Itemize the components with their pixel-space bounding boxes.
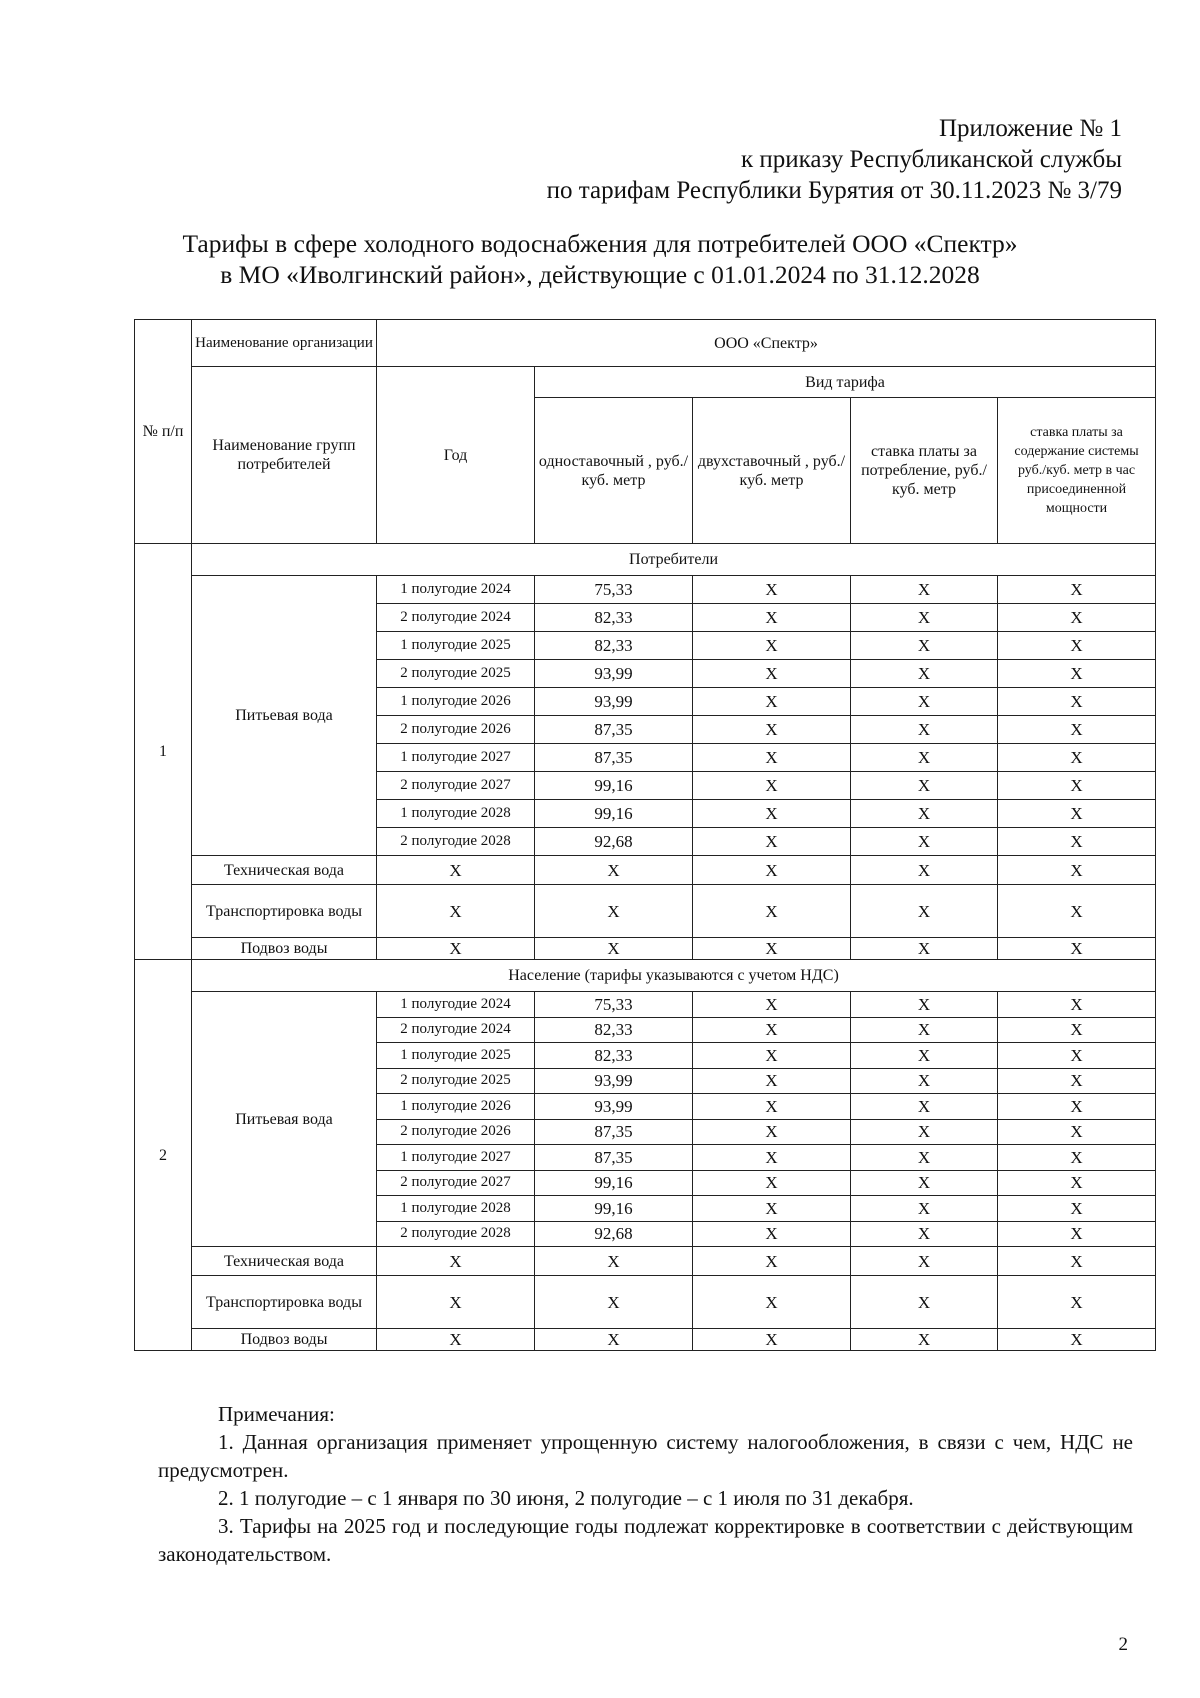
double-rate-cell: X — [693, 604, 851, 632]
note-item: 1. Данная организация применяет упрощенную систему налогообложения, в связи с чем, НДС не предусмотрен. — [158, 1430, 1133, 1482]
section-row — [135, 960, 1156, 992]
consumption-rate-cell: X — [851, 688, 998, 716]
x-cell: X — [998, 856, 1156, 885]
appendix-header — [547, 113, 1122, 206]
title-line-2: в МО «Иволгинский район», действующие с 01.01.2024 по 31.12.2028 — [220, 260, 980, 289]
group-name: Транспортировка воды — [192, 885, 377, 938]
notes-heading: Примечания: — [218, 1402, 335, 1426]
maintenance-rate-cell: X — [998, 744, 1156, 772]
appendix-line-1: Приложение № 1 — [938, 115, 1122, 142]
document-title — [120, 228, 1080, 290]
single-rate-cell: 82,33 — [535, 1043, 693, 1069]
single-rate-cell: 92,68 — [535, 1221, 693, 1247]
single-rate-cell: 93,99 — [535, 1094, 693, 1120]
single-rate-cell: 87,35 — [535, 744, 693, 772]
group-name: Подвоз воды — [192, 938, 377, 960]
header-maintenance-rate: ставка платы за содержание системы руб./куб. метр в час присоединенной мощности — [998, 398, 1156, 544]
note-item: 2. 1 полугодие – с 1 января по 30 июня, 2 полугодие – с 1 июля по 31 декабря. — [218, 1486, 914, 1510]
consumption-rate-cell: X — [851, 1196, 998, 1222]
maintenance-rate-cell: X — [998, 772, 1156, 800]
page-number: 2 — [1118, 1634, 1128, 1655]
consumption-rate-cell: X — [851, 1043, 998, 1069]
header-consumption-rate: ставка платы за потребление, руб./ куб. метр — [851, 398, 998, 544]
consumption-rate-cell: X — [851, 1068, 998, 1094]
maintenance-rate-cell: X — [998, 1119, 1156, 1145]
double-rate-cell: X — [693, 1068, 851, 1094]
maintenance-rate-cell: X — [998, 1170, 1156, 1196]
period-cell: 2 полугодие 2027 — [377, 772, 535, 800]
double-rate-cell: X — [693, 744, 851, 772]
period-cell: 2 полугодие 2025 — [377, 660, 535, 688]
single-rate-cell: 82,33 — [535, 1017, 693, 1043]
double-rate-cell: X — [693, 1043, 851, 1069]
double-rate-cell: X — [693, 1017, 851, 1043]
x-cell: X — [377, 885, 535, 938]
x-cell: X — [377, 938, 535, 960]
x-cell: X — [851, 1247, 998, 1276]
header-double-rate: двухставочный , руб./ куб. метр — [693, 398, 851, 544]
maintenance-rate-cell: X — [998, 1145, 1156, 1171]
double-rate-cell: X — [693, 1119, 851, 1145]
single-rate-cell: 93,99 — [535, 688, 693, 716]
maintenance-rate-cell: X — [998, 1221, 1156, 1247]
x-cell: X — [998, 885, 1156, 938]
group-name: Техническая вода — [192, 1247, 377, 1276]
maintenance-rate-cell: X — [998, 1017, 1156, 1043]
period-cell: 1 полугодие 2028 — [377, 1196, 535, 1222]
section-number: 2 — [135, 960, 192, 1351]
section-title: Потребители — [192, 544, 1156, 576]
maintenance-rate-cell: X — [998, 576, 1156, 604]
consumption-rate-cell: X — [851, 716, 998, 744]
consumption-rate-cell: X — [851, 1094, 998, 1120]
table-row — [135, 1276, 1156, 1329]
x-cell: X — [998, 1276, 1156, 1329]
single-rate-cell: 75,33 — [535, 992, 693, 1018]
tariff-table — [134, 319, 1156, 1351]
notes — [158, 1400, 1133, 1568]
single-rate-cell: 99,16 — [535, 1196, 693, 1222]
maintenance-rate-cell: X — [998, 688, 1156, 716]
single-rate-cell: 87,35 — [535, 716, 693, 744]
double-rate-cell: X — [693, 1145, 851, 1171]
period-cell: 1 полугодие 2028 — [377, 800, 535, 828]
table-row — [135, 938, 1156, 960]
consumption-rate-cell: X — [851, 744, 998, 772]
header-number: № п/п — [135, 320, 192, 544]
period-cell: 1 полугодие 2024 — [377, 992, 535, 1018]
x-cell: X — [377, 1276, 535, 1329]
x-cell: X — [693, 885, 851, 938]
period-cell: 1 полугодие 2026 — [377, 1094, 535, 1120]
header-tariff-type: Вид тарифа — [535, 367, 1156, 398]
section-title: Население (тарифы указываются с учетом НДС) — [192, 960, 1156, 992]
double-rate-cell: X — [693, 632, 851, 660]
x-cell: X — [693, 1276, 851, 1329]
consumption-rate-cell: X — [851, 772, 998, 800]
x-cell: X — [377, 1329, 535, 1351]
single-rate-cell: 87,35 — [535, 1145, 693, 1171]
maintenance-rate-cell: X — [998, 604, 1156, 632]
consumption-rate-cell: X — [851, 1119, 998, 1145]
double-rate-cell: X — [693, 1221, 851, 1247]
double-rate-cell: X — [693, 688, 851, 716]
x-cell: X — [693, 938, 851, 960]
table-row — [135, 576, 1156, 604]
period-cell: 2 полугодие 2026 — [377, 1119, 535, 1145]
x-cell: X — [535, 1329, 693, 1351]
consumption-rate-cell: X — [851, 632, 998, 660]
x-cell: X — [535, 856, 693, 885]
double-rate-cell: X — [693, 576, 851, 604]
x-cell: X — [535, 1247, 693, 1276]
group-name: Транспортировка воды — [192, 1276, 377, 1329]
period-cell: 1 полугодие 2025 — [377, 1043, 535, 1069]
consumption-rate-cell: X — [851, 1017, 998, 1043]
double-rate-cell: X — [693, 1170, 851, 1196]
single-rate-cell: 93,99 — [535, 1068, 693, 1094]
single-rate-cell: 82,33 — [535, 604, 693, 632]
x-cell: X — [998, 1329, 1156, 1351]
title-line-1: Тарифы в сфере холодного водоснабжения для потребителей ООО «Спектр» — [182, 229, 1018, 258]
x-cell: X — [693, 1329, 851, 1351]
consumption-rate-cell: X — [851, 1145, 998, 1171]
double-rate-cell: X — [693, 772, 851, 800]
header-year: Год — [377, 367, 535, 544]
x-cell: X — [377, 1247, 535, 1276]
single-rate-cell: 87,35 — [535, 1119, 693, 1145]
header-group-label: Наименование групп потребителей — [192, 367, 377, 544]
consumption-rate-cell: X — [851, 576, 998, 604]
group-name: Техническая вода — [192, 856, 377, 885]
single-rate-cell: 99,16 — [535, 772, 693, 800]
period-cell: 2 полугодие 2025 — [377, 1068, 535, 1094]
single-rate-cell: 75,33 — [535, 576, 693, 604]
double-rate-cell: X — [693, 800, 851, 828]
appendix-line-3: по тарифам Республики Бурятия от 30.11.2023 № 3/79 — [546, 177, 1122, 204]
table-row — [135, 856, 1156, 885]
table-row — [135, 1329, 1156, 1351]
consumption-rate-cell: X — [851, 828, 998, 856]
maintenance-rate-cell: X — [998, 992, 1156, 1018]
single-rate-cell: 93,99 — [535, 660, 693, 688]
double-rate-cell: X — [693, 660, 851, 688]
double-rate-cell: X — [693, 828, 851, 856]
consumption-rate-cell: X — [851, 1221, 998, 1247]
x-cell: X — [998, 938, 1156, 960]
maintenance-rate-cell: X — [998, 1043, 1156, 1069]
note-item: 3. Тарифы на 2025 год и последующие годы подлежат корректировке в соответствии с действующим законодательством. — [158, 1514, 1133, 1566]
x-cell: X — [998, 1247, 1156, 1276]
single-rate-cell: 82,33 — [535, 632, 693, 660]
period-cell: 2 полугодие 2024 — [377, 1017, 535, 1043]
x-cell: X — [377, 856, 535, 885]
single-rate-cell: 99,16 — [535, 1170, 693, 1196]
period-cell: 2 полугодие 2028 — [377, 1221, 535, 1247]
period-cell: 2 полугодие 2024 — [377, 604, 535, 632]
group-name: Питьевая вода — [192, 992, 377, 1247]
single-rate-cell: 92,68 — [535, 828, 693, 856]
period-cell: 1 полугодие 2024 — [377, 576, 535, 604]
consumption-rate-cell: X — [851, 604, 998, 632]
maintenance-rate-cell: X — [998, 800, 1156, 828]
period-cell: 1 полугодие 2025 — [377, 632, 535, 660]
x-cell: X — [693, 856, 851, 885]
x-cell: X — [851, 1329, 998, 1351]
x-cell: X — [851, 885, 998, 938]
header-single-rate: одноставочный , руб./ куб. метр — [535, 398, 693, 544]
period-cell: 2 полугодие 2026 — [377, 716, 535, 744]
maintenance-rate-cell: X — [998, 660, 1156, 688]
x-cell: X — [851, 938, 998, 960]
appendix-line-2: к приказу Республиканской службы — [740, 146, 1122, 173]
group-name: Питьевая вода — [192, 576, 377, 856]
period-cell: 2 полугодие 2028 — [377, 828, 535, 856]
consumption-rate-cell: X — [851, 800, 998, 828]
period-cell: 1 полугодие 2027 — [377, 744, 535, 772]
maintenance-rate-cell: X — [998, 828, 1156, 856]
section-number: 1 — [135, 544, 192, 960]
x-cell: X — [535, 885, 693, 938]
x-cell: X — [693, 1247, 851, 1276]
consumption-rate-cell: X — [851, 660, 998, 688]
double-rate-cell: X — [693, 1196, 851, 1222]
double-rate-cell: X — [693, 1094, 851, 1120]
x-cell: X — [851, 1276, 998, 1329]
period-cell: 1 полугодие 2027 — [377, 1145, 535, 1171]
table-row — [135, 885, 1156, 938]
table-row — [135, 1247, 1156, 1276]
double-rate-cell: X — [693, 716, 851, 744]
x-cell: X — [535, 1276, 693, 1329]
x-cell: X — [535, 938, 693, 960]
maintenance-rate-cell: X — [998, 1196, 1156, 1222]
period-cell: 1 полугодие 2026 — [377, 688, 535, 716]
consumption-rate-cell: X — [851, 992, 998, 1018]
period-cell: 2 полугодие 2027 — [377, 1170, 535, 1196]
header-org-label: Наименование организации — [192, 320, 377, 367]
group-name: Подвоз воды — [192, 1329, 377, 1351]
maintenance-rate-cell: X — [998, 1068, 1156, 1094]
x-cell: X — [851, 856, 998, 885]
double-rate-cell: X — [693, 992, 851, 1018]
header-org-name: ООО «Спектр» — [377, 320, 1156, 367]
consumption-rate-cell: X — [851, 1170, 998, 1196]
table-row — [135, 992, 1156, 1018]
single-rate-cell: 99,16 — [535, 800, 693, 828]
maintenance-rate-cell: X — [998, 716, 1156, 744]
maintenance-rate-cell: X — [998, 1094, 1156, 1120]
section-row — [135, 544, 1156, 576]
maintenance-rate-cell: X — [998, 632, 1156, 660]
